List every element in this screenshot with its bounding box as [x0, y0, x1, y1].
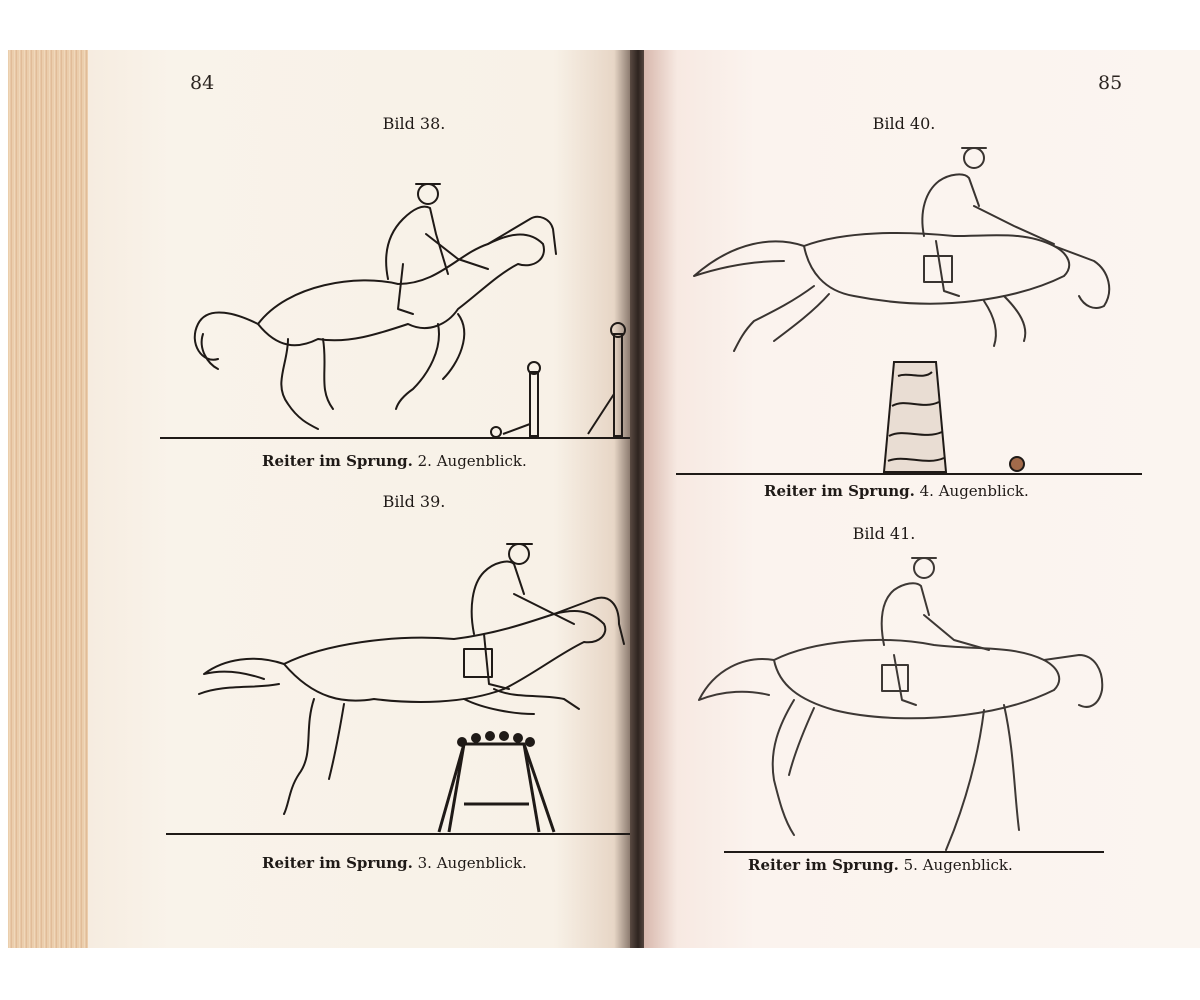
caption-rest-41: 5. Augenblick.	[903, 856, 1013, 874]
figure-caption-38	[262, 452, 527, 470]
figure-title-39: Bild 39.	[382, 492, 446, 511]
figure-caption-41	[748, 856, 1013, 874]
illustration-rider-jump-5	[684, 550, 1144, 860]
caption-bold-39: Reiter im Sprung.	[262, 854, 413, 872]
figure-title-38: Bild 38.	[382, 114, 446, 133]
caption-bold-38: Reiter im Sprung.	[262, 452, 413, 470]
caption-rest-39: 3. Augenblick.	[417, 854, 527, 872]
figure-title-41: Bild 41.	[852, 524, 916, 543]
figure-caption-40	[764, 482, 1029, 500]
caption-rest-40: 4. Augenblick.	[919, 482, 1029, 500]
caption-bold-40: Reiter im Sprung.	[764, 482, 915, 500]
left-page	[88, 50, 636, 948]
right-page	[644, 50, 1200, 948]
illustration-rider-jump-2	[158, 134, 638, 444]
illustration-rider-jump-3	[164, 514, 634, 844]
page-edges	[8, 50, 88, 948]
page-number-left: 84	[190, 72, 215, 94]
page-number-right: 85	[1098, 72, 1123, 94]
open-book	[8, 50, 1200, 948]
caption-rest-38: 2. Augenblick.	[417, 452, 527, 470]
figure-title-40: Bild 40.	[872, 114, 936, 133]
figure-caption-39	[262, 854, 527, 872]
illustration-rider-jump-4	[674, 136, 1144, 486]
caption-bold-41: Reiter im Sprung.	[748, 856, 899, 874]
